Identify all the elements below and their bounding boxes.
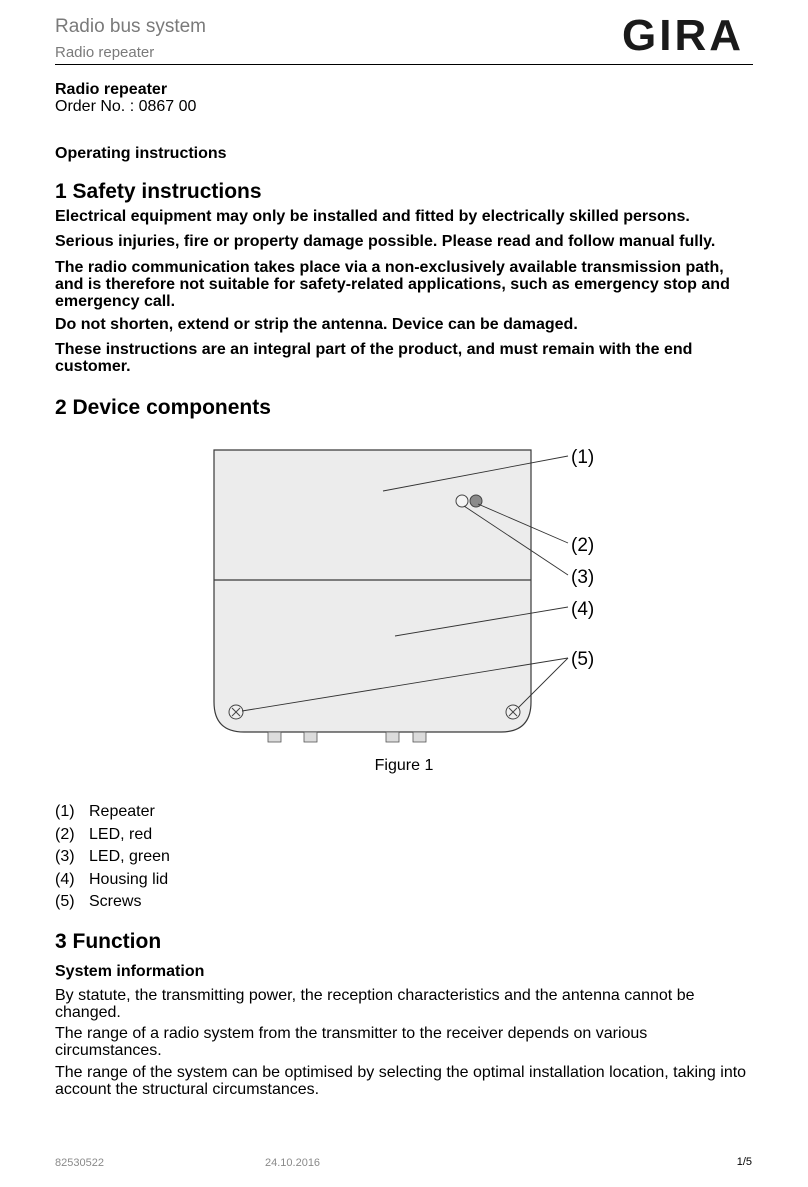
system-info-subheading: System information xyxy=(55,963,205,980)
document-type: Operating instructions xyxy=(55,145,227,162)
figure-label-4: (4) xyxy=(571,599,595,620)
device-figure xyxy=(200,440,610,745)
figure-label-1: (1) xyxy=(571,447,595,468)
order-number: Order No. : 0867 00 xyxy=(55,98,197,115)
header-title: Radio bus system xyxy=(55,16,207,37)
legend-text: Screws xyxy=(89,893,142,910)
legend-text: Housing lid xyxy=(89,870,169,888)
legend-number: (4) xyxy=(55,870,75,888)
figure-label-5: (5) xyxy=(571,649,595,670)
screw-icon xyxy=(229,705,243,719)
function-paragraph-3: The range of the system can be optimised by selecting the optimal installation location, taking into account the structural circumstances. xyxy=(55,1064,747,1098)
safety-paragraph-2: Serious injuries, fire or property damage possible. Please read and follow manual fully. xyxy=(55,233,716,250)
legend-text: LED, red xyxy=(89,825,153,843)
section-1-heading: 1 Safety instructions xyxy=(55,180,262,203)
legend-number: (2) xyxy=(55,825,75,843)
legend-number: (1) xyxy=(55,803,75,820)
legend-item xyxy=(55,847,170,870)
section-2-heading: 2 Device components xyxy=(55,396,271,419)
gira-logo: GIRA xyxy=(622,11,744,60)
function-paragraph-2: The range of a radio system from the transmitter to the receiver depends on various circumstances. xyxy=(55,1025,648,1059)
figure-label-2: (2) xyxy=(571,535,595,556)
safety-paragraph-4: Do not shorten, extend or strip the antenna. Device can be damaged. xyxy=(55,316,578,333)
legend-item xyxy=(55,870,170,893)
footer-date: 24.10.2016 xyxy=(265,1157,321,1169)
screw-icon xyxy=(506,705,520,719)
footer-page-number: 1/5 xyxy=(736,1156,752,1168)
footer-doc-number: 82530522 xyxy=(55,1157,104,1169)
connector xyxy=(413,732,426,742)
legend-number: (5) xyxy=(55,893,75,910)
figure-label-3: (3) xyxy=(571,567,595,588)
legend-number: (3) xyxy=(55,848,75,865)
legend-text: Repeater xyxy=(89,803,155,820)
header-rule xyxy=(55,64,753,65)
header-subtitle: Radio repeater xyxy=(55,44,155,61)
connector xyxy=(304,732,317,742)
component-legend xyxy=(55,802,170,915)
product-name: Radio repeater xyxy=(55,81,168,98)
figure-caption: Figure 1 xyxy=(374,757,434,774)
legend-item xyxy=(55,892,170,915)
legend-text: LED, green xyxy=(89,848,170,865)
safety-paragraph-3: The radio communication takes place via a non-exclusively available transmission path, and is therefore not suitable for safety-related applications, such as emergency stop and emergency call. xyxy=(55,259,730,310)
function-paragraph-1: By statute, the transmitting power, the reception characteristics and the antenna cannot be changed. xyxy=(55,987,695,1021)
connector xyxy=(268,732,281,742)
led-green-icon xyxy=(456,495,468,507)
safety-paragraph-1: Electrical equipment may only be installed and fitted by electrically skilled persons. xyxy=(55,208,690,225)
legend-item xyxy=(55,825,170,848)
legend-item xyxy=(55,802,170,825)
connector xyxy=(386,732,399,742)
safety-paragraph-5: These instructions are an integral part of the product, and must remain with the end customer. xyxy=(55,341,693,375)
section-3-heading: 3 Function xyxy=(55,930,162,953)
